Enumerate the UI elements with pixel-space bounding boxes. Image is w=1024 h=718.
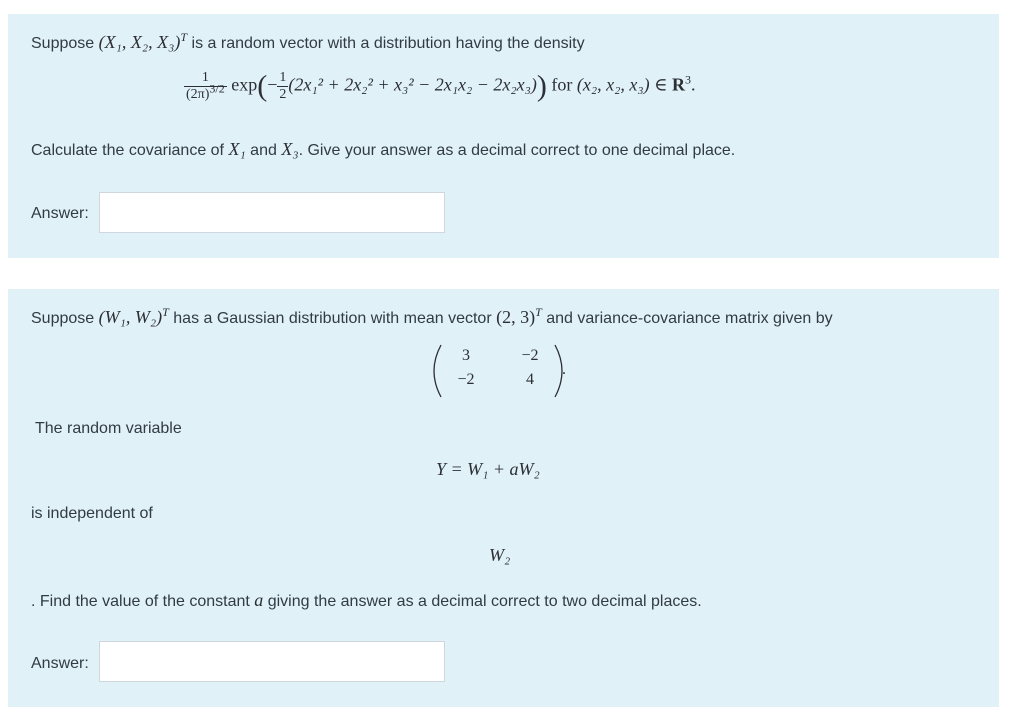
q1-density-formula: $\frac{1}{(2\pi)^{3/2}}$ exp(− $\frac{1}{2}$ (2x₁² + 2x₂² + x₃² − 2x₁x₂ − 2x₂x₃)) for (x₂, x₂, x₃) ∈ $R^3$. xyxy=(186,69,696,103)
q1-answer-label: Answer: xyxy=(31,205,89,222)
q2-answer-input[interactable] xyxy=(99,641,445,682)
matrix-cell-21: −2 xyxy=(457,371,475,388)
q2-find-text: . Find the value of the constant a giving the answer as a decimal correct to two decimal places. xyxy=(31,590,702,610)
q1-density-coefficient: $\frac{1}{(2\pi)^{3/2}}$ xyxy=(186,70,225,102)
matrix-cell-11: 3 xyxy=(462,347,470,364)
matrix-period: . xyxy=(562,361,566,378)
q2-intro: Suppose (W₁, W₂)$^T$ has a Gaussian distribution with mean vector (2, 3)$^T$ and variance-covariance matrix given by xyxy=(31,305,833,327)
q1-quadratic: (2x₁² + 2x₂² + x₃² − 2x₁x₂ − 2x₂x₃) xyxy=(288,74,537,95)
q2-y-equation: Y = W₁ + aW₂ xyxy=(436,459,540,479)
question-1-card xyxy=(8,14,999,258)
matrix-cell-22: 4 xyxy=(526,371,534,388)
q1-vector: (X₁, X₂, X₃)$^T$ xyxy=(98,30,188,52)
q2-w2: W₂ xyxy=(489,545,511,565)
q2-answer-label: Answer: xyxy=(31,655,89,672)
matrix-cell-12: −2 xyxy=(521,347,539,364)
q1-answer-input[interactable] xyxy=(99,192,445,233)
q2-covariance-matrix xyxy=(427,341,587,401)
q2-random-variable-label: The random variable xyxy=(35,420,182,437)
question-2-card xyxy=(8,289,999,707)
matrix-brackets xyxy=(427,341,577,401)
q1-question: Calculate the covariance of X₁ and X₃. Give your answer as a decimal correct to one decimal place. xyxy=(31,139,736,159)
q2-independent-label: is independent of xyxy=(31,505,153,522)
q1-half: $\frac{1}{2}$ xyxy=(279,70,287,102)
q1-intro: Suppose (X₁, X₂, X₃)$^T$ is a random vector with a distribution having the density xyxy=(31,30,585,52)
